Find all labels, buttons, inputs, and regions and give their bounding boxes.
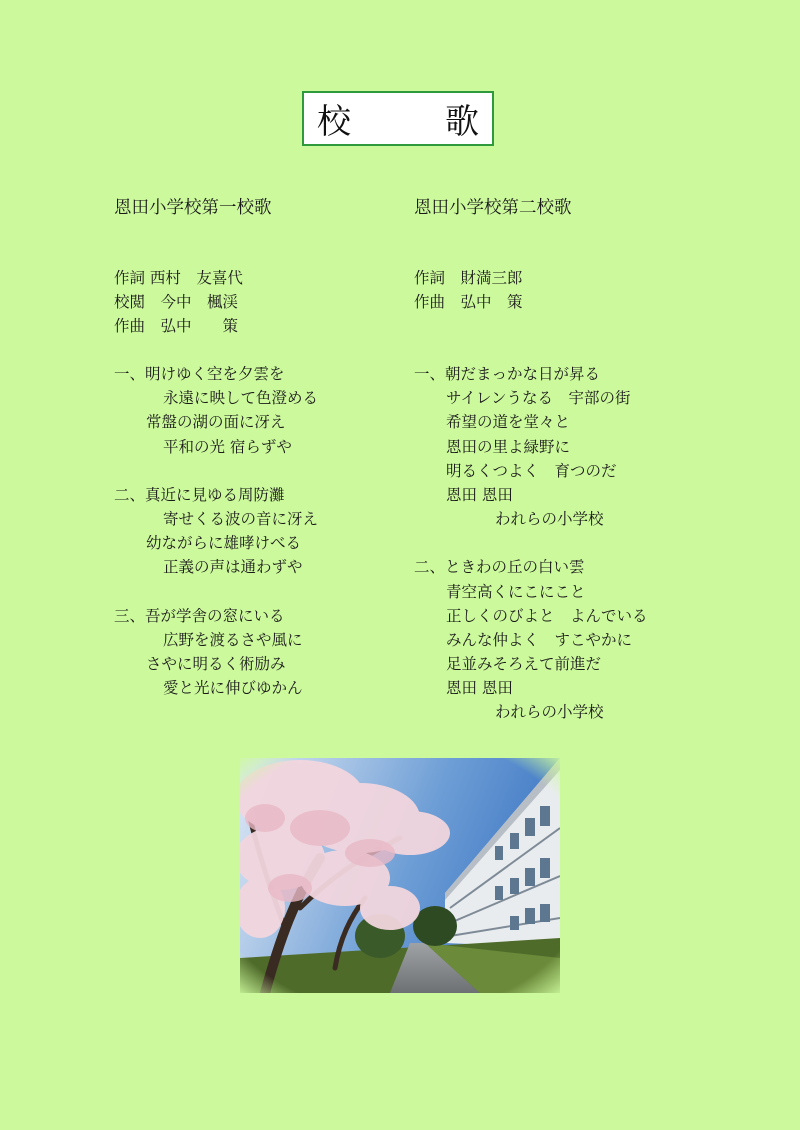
- verse-line: われらの小学校: [495, 510, 604, 529]
- verse-line: 寄せくる波の音に冴え: [163, 509, 319, 528]
- school-photo: [240, 758, 560, 993]
- verse-line: 恩田 恩田: [446, 679, 513, 698]
- verse-line: 一、朝だまっかな日が昇る: [414, 365, 601, 383]
- song-1-verse-2: [114, 483, 394, 580]
- verse-line: 広野を渡るさや風に: [163, 630, 303, 649]
- song-1-composer: 作曲 弘中 策: [114, 317, 239, 335]
- verse-line: さやに明るく術励み: [146, 654, 286, 673]
- song-2-verse-1: [414, 362, 714, 531]
- verse-line: 幼ながらに雄哮けべる: [146, 534, 302, 553]
- song-2-column: [414, 196, 714, 725]
- song-1-verse-1: [114, 362, 394, 459]
- verse-line: 希望の道を堂々と: [446, 413, 571, 432]
- verse-line: 常盤の湖の面に冴え: [146, 413, 286, 432]
- verse-line: みんな仲よく すこやかに: [446, 630, 633, 649]
- verse-line: 平和の光 宿らずや: [163, 437, 292, 456]
- verse-number: 二、: [114, 485, 146, 504]
- verse-number: 三、: [114, 606, 146, 625]
- song-1-title: 恩田小学校第一校歌: [114, 198, 272, 218]
- verse-line: 二、ときわの丘の白い雲: [414, 558, 585, 577]
- verse-line: 青空高くにこにこと: [446, 582, 586, 601]
- verse-line: 三、吾が学舎の窓にいる: [114, 606, 285, 625]
- verse-number: 二、: [414, 558, 446, 577]
- school-photo-illustration: [240, 758, 560, 993]
- page-title-box: [302, 91, 509, 146]
- verse-number: 一、: [114, 365, 146, 383]
- song-2-verse-2: [414, 555, 714, 724]
- verse-line: 一、明けゆく空を夕雲を: [114, 365, 285, 383]
- verse-number: 一、: [414, 365, 446, 383]
- verse-line: 正義の声は通わずや: [163, 558, 303, 577]
- verse-line: 二、真近に見ゆる周防灘: [114, 485, 285, 504]
- page-title: 校 歌: [317, 102, 509, 142]
- verse-line: 恩田の里よ緑野に: [446, 437, 571, 456]
- verse-line: 愛と光に伸びゆかん: [163, 679, 303, 698]
- song-1-verse-3: [114, 604, 394, 701]
- verse-line: サイレンうなる 宇部の街: [446, 389, 631, 408]
- verse-line: われらの小学校: [495, 703, 604, 722]
- verse-line: 足並みそろえて前進だ: [446, 655, 602, 674]
- verse-line: 恩田 恩田: [446, 485, 513, 504]
- song-1-reviser: 校閲 今中 楓渓: [114, 293, 239, 311]
- song-1-lyricist: 作詞 西村 友喜代: [114, 269, 243, 287]
- song-1-column: [114, 196, 394, 700]
- verse-line: 明るくつよく 育つのだ: [446, 461, 617, 480]
- verse-line: 正しくのびよと よんでいる: [446, 606, 648, 625]
- song-2-title: 恩田小学校第二校歌: [414, 198, 572, 218]
- song-2-lyricist: 作詞 財満三郎: [414, 269, 523, 287]
- song-2-composer: 作曲 弘中 策: [414, 293, 523, 311]
- verse-line: 永遠に映して色澄める: [163, 389, 319, 408]
